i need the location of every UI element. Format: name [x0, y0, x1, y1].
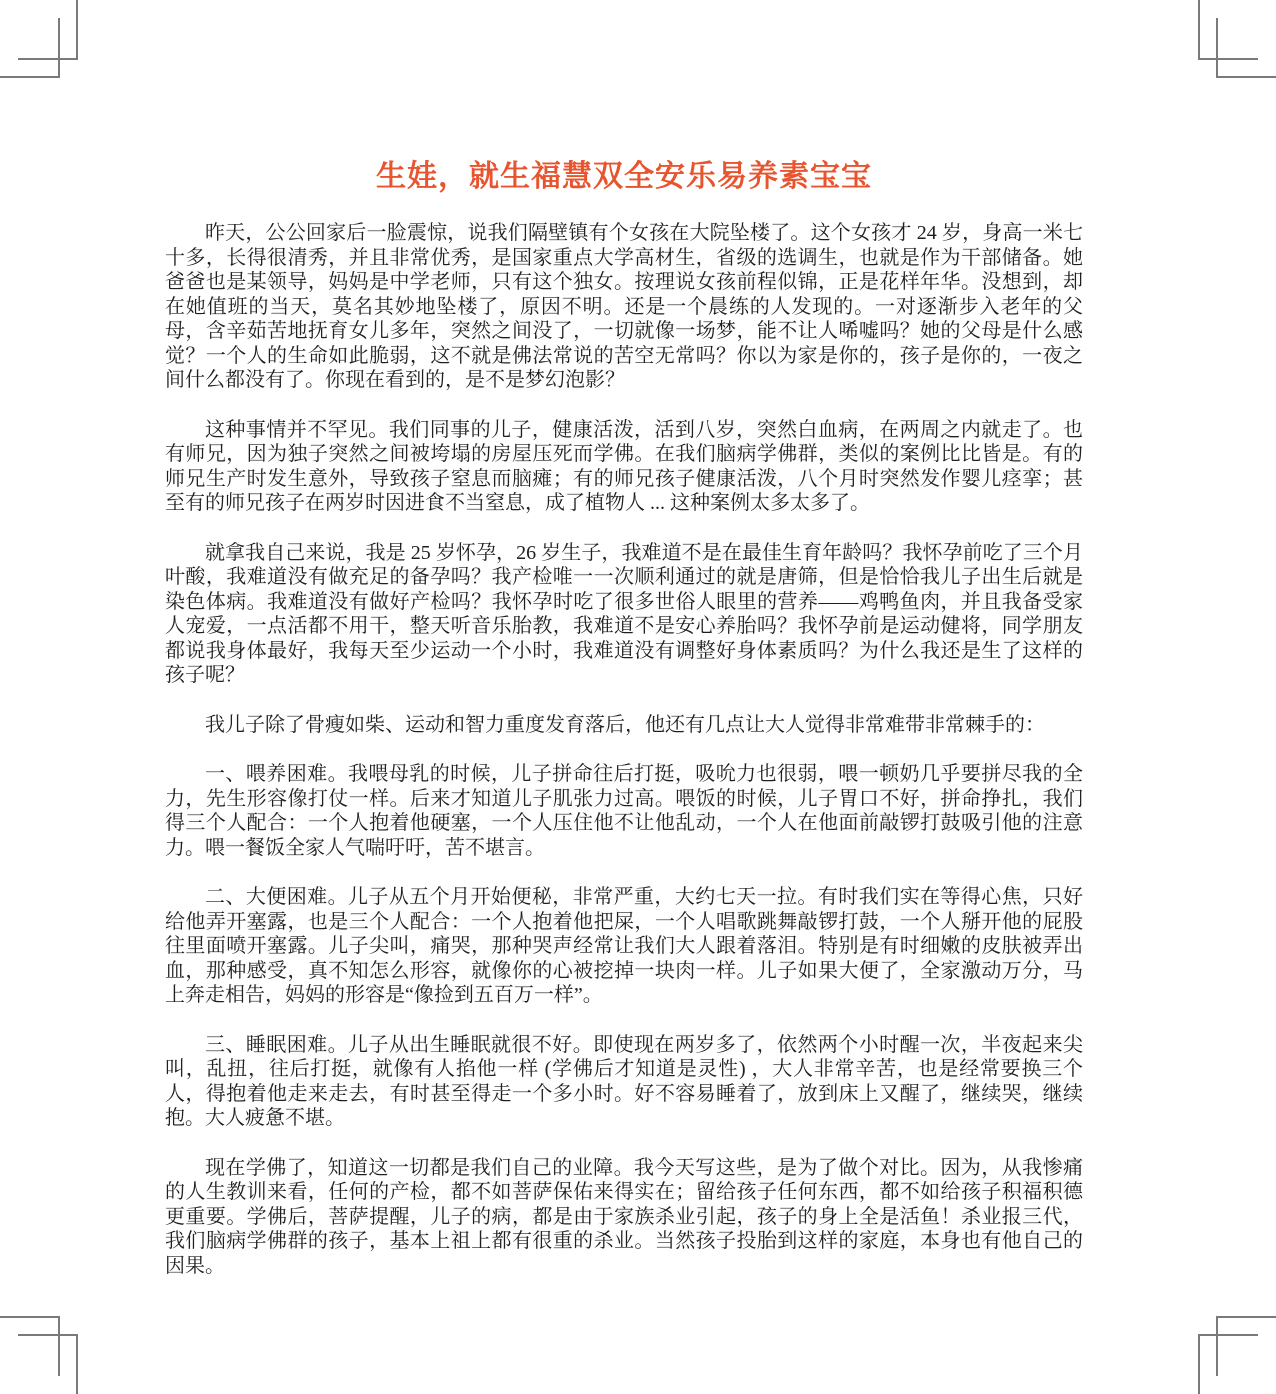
crop-mark-top-left: [0, 76, 60, 78]
crop-mark-top-right: [1216, 18, 1218, 78]
paragraph-4: 我儿子除了骨瘦如柴、运动和智力重度发育落后，他还有几点让大人觉得非常难带非常棘手的：: [205, 713, 1045, 736]
crop-mark-bottom-right: [1198, 1334, 1200, 1394]
document-content: [165, 160, 1083, 1303]
crop-mark-top-right: [1198, 0, 1200, 60]
crop-mark-top-right: [1198, 58, 1258, 60]
crop-mark-bottom-left: [0, 1316, 60, 1318]
crop-mark-top-left: [18, 58, 78, 60]
crop-mark-top-right: [1216, 76, 1276, 78]
crop-mark-top-left: [76, 0, 78, 60]
paragraph-feeding-difficulty: 一、喂养困难。我喂母乳的时候，儿子拼命往后打挺，吸吮力也很弱，喂一顿奶几乎要拼尽我的全力，先生形容像打仗一样。后来才知道儿子肌张力过高。喂饭的时候，儿子胃口不好，拼命挣扎，我们得三个人配合：一个人抱着他硬塞，一个人压住他不让他乱动，一个人在他面前敲锣打鼓吸引他的注意力。喂一餐饭全家人气喘吁吁，苦不堪言。: [165, 763, 1083, 859]
crop-mark-top-left: [58, 18, 60, 78]
crop-mark-bottom-right: [1216, 1316, 1276, 1318]
page-title: 生娃，就生福慧双全安乐易养素宝宝: [376, 160, 872, 193]
paragraph-conclusion: 现在学佛了，知道这一切都是我们自己的业障。我今天写这些，是为了做个对比。因为，从我惨痛的人生教训来看，任何的产检，都不如菩萨保佑来得实在；留给孩子任何东西，都不如给孩子积福积德更重要。学佛后，菩萨提醒，儿子的病，都是由于家族杀业引起，孩子的身上全是活鱼！杀业报三代，我们脑病学佛群的孩子，基本上祖上都有很重的杀业。当然孩子投胎到这样的家庭，本身也有他自己的因果。: [165, 1156, 1083, 1277]
crop-mark-bottom-left: [76, 1334, 78, 1394]
paragraph-1: 昨天，公公回家后一脸震惊，说我们隔壁镇有个女孩在大院坠楼了。这个女孩才 24 岁，身高一米七十多，长得很清秀，并且非常优秀，是国家重点大学高材生，省级的选调生，也就是作为干部储备。她爸爸也是某领导，妈妈是中学老师，只有这个独女。按理说女孩前程似锦，正是花样年华。没想到，却在她值班的当天，莫名其妙地坠楼了，原因不明。还是一个晨练的人发现的。一对逐渐步入老年的父母，含辛茹苦地抚育女儿多年，突然之间没了，一切就像一场梦，能不让人唏嘘吗？她的父母是什么感觉？一个人的生命如此脆弱，这不就是佛法常说的苦空无常吗？你以为家是你的，孩子是你的，一夜之间什么都没有了。你现在看到的，是不是梦幻泡影？: [165, 222, 1083, 391]
crop-mark-bottom-right: [1216, 1316, 1218, 1376]
crop-mark-bottom-right: [1198, 1334, 1258, 1336]
crop-mark-bottom-left: [58, 1316, 60, 1376]
paragraph-2: 这种事情并不罕见。我们同事的儿子，健康活泼，活到八岁，突然白血病，在两周之内就走了。也有师兄，因为独子突然之间被垮塌的房屋压死而学佛。在我们脑病学佛群，类似的案例比比皆是。有的师兄生产时发生意外，导致孩子窒息而脑瘫；有的师兄孩子健康活泼，八个月时突然发作婴儿痉挛；甚至有的师兄孩子在两岁时因进食不当窒息，成了植物人 ... 这种案例太多太多了。: [165, 418, 1083, 514]
paragraph-3: 就拿我自己来说，我是 25 岁怀孕，26 岁生子，我难道不是在最佳生育年龄吗？我怀孕前吃了三个月叶酸，我难道没有做充足的备孕吗？我产检唯一一次顺利通过的就是唐筛，但是恰恰我儿子出生后就是染色体病。我难道没有做好产检吗？我怀孕时吃了很多世俗人眼里的营养——鸡鸭鱼肉，并且我备受家人宠爱，一点活都不用干，整天听音乐胎教，我难道不是安心养胎吗？我怀孕前是运动健将，同学朋友都说我身体最好，我每天至少运动一个小时，我难道没有调整好身体素质吗？为什么我还是生了这样的孩子呢？: [165, 541, 1083, 686]
paragraph-sleep-difficulty: 三、睡眠困难。儿子从出生睡眠就很不好。即使现在两岁多了，依然两个小时醒一次，半夜起来尖叫，乱扭，往后打挺，就像有人掐他一样 (学佛后才知道是灵性) ，大人非常辛苦，也是经常要换三个人，得抱着他走来走去，有时甚至得走一个多小时。好不容易睡着了，放到床上又醒了，继续哭，继续抱。大人疲惫不堪。: [165, 1033, 1083, 1129]
paragraph-bowel-difficulty: 二、大便困难。儿子从五个月开始便秘，非常严重，大约七天一拉。有时我们实在等得心焦，只好给他弄开塞露，也是三个人配合：一个人抱着他把屎，一个人唱歌跳舞敲锣打鼓，一个人掰开他的屁股往里面喷开塞露。儿子尖叫，痛哭，那种哭声经常让我们大人跟着落泪。特别是有时细嫩的皮肤被弄出血，那种感受，真不知怎么形容，就像你的心被挖掉一块肉一样。儿子如果大便了，全家激动万分，马上奔走相告，妈妈的形容是“像捡到五百万一样”。: [165, 886, 1083, 1006]
crop-mark-bottom-left: [18, 1334, 78, 1336]
